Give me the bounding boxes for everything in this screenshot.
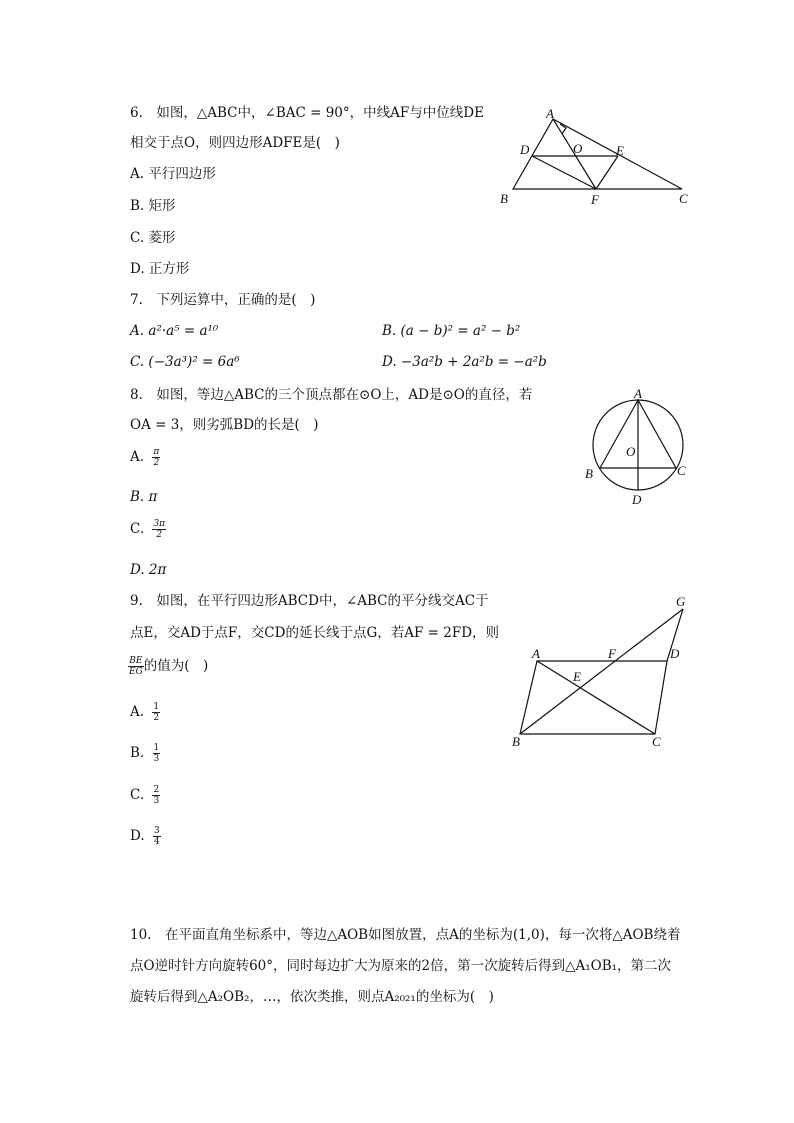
q8-option-c-fraction: $\frac{3\pi}{2}$ xyxy=(153,519,166,540)
q6-label-d: D xyxy=(520,142,530,157)
q8-label-b: B xyxy=(585,466,593,481)
q6-stem-line1: 6. 如图，△ABC中，∠BAC = 90°，中线AF与中位线DE xyxy=(130,105,484,121)
q9-option-d[interactable]: D. $\frac{3}{4}$ xyxy=(130,826,160,847)
q8-option-d[interactable]: D. 2π xyxy=(130,562,167,578)
q7-stem: 7. 下列运算中，正确的是( ) xyxy=(130,292,316,308)
q9-stem-line1: 9. 如图，在平行四边形ABCD中，∠ABC的平分线交AC于 xyxy=(130,593,489,609)
q9-stem-line2: 点E，交AD于点F，交CD的延长线于点G，若AF = 2FD，则 xyxy=(130,625,500,641)
q8-label-a: A xyxy=(634,386,642,401)
q6-option-a[interactable]: A. 平行四边形 xyxy=(130,166,216,182)
q6-label-b: B xyxy=(500,191,508,206)
q6-label-o: O xyxy=(573,141,583,156)
q9-figure xyxy=(505,590,700,750)
q9-label-c: C xyxy=(652,734,661,749)
q8-option-a[interactable]: A. $\frac{\pi}{2}$ xyxy=(130,447,160,468)
q9-option-b[interactable]: B. $\frac{1}{3}$ xyxy=(130,743,160,764)
q6-stem-line2: 相交于点O，则四边形ADFE是( ) xyxy=(130,135,340,151)
q9-label-f: F xyxy=(608,646,616,661)
q8-option-a-fraction: $\frac{\pi}{2}$ xyxy=(153,447,160,468)
q8-stem-line2: OA = 3，则劣弧BD的长是( ) xyxy=(130,417,319,433)
q7-option-b[interactable]: B. (a − b)² = a² − b² xyxy=(382,323,521,339)
q9-ratio-fraction: $\frac{BE}{EG}$ xyxy=(129,656,143,677)
q8-label-c: C xyxy=(677,463,686,478)
q8-stem-line1: 8. 如图，等边△ABC的三个顶点都在⊙O上，AD是⊙O的直径，若 xyxy=(130,387,533,403)
q9-label-a: A xyxy=(532,646,540,661)
q7-option-a[interactable]: A. a²·a⁵ = a¹⁰ xyxy=(130,323,219,339)
q9-option-c[interactable]: C. $\frac{2}{3}$ xyxy=(130,785,160,806)
q8-option-b[interactable]: B. π xyxy=(130,489,158,505)
q6-figure xyxy=(495,103,695,208)
q8-figure xyxy=(580,385,695,510)
q6-option-d[interactable]: D. 正方形 xyxy=(130,261,190,277)
q9-label-g: G xyxy=(676,594,686,609)
q7-option-d[interactable]: D. −3a²b + 2a²b = −a²b xyxy=(382,354,547,370)
q6-label-a: A xyxy=(546,106,554,121)
q9-label-b: B xyxy=(512,734,520,749)
q6-option-c[interactable]: C. 菱形 xyxy=(130,230,176,246)
q9-option-a[interactable]: A. $\frac{1}{2}$ xyxy=(130,702,160,723)
q10-stem-line1: 10. 在平面直角坐标系中，等边△AOB如图放置，点A的坐标为(1,0)，每一次将△AOB绕着 xyxy=(130,927,681,943)
q10-stem-line2: 点O逆时针方向旋转60°，同时每边扩大为原来的2倍，第一次旋转后得到△A₁OB₁，第二次 xyxy=(130,958,672,974)
q8-label-d: D xyxy=(632,492,642,507)
q10-stem-line3: 旋转后得到△A₂OB₂，…，依次类推，则点A₂₀₂₁的坐标为( ) xyxy=(130,989,494,1005)
q9-label-e: E xyxy=(573,669,581,684)
q7-option-c[interactable]: C. (−3a³)² = 6a⁶ xyxy=(130,354,240,370)
q6-option-b[interactable]: B. 矩形 xyxy=(130,198,176,214)
q6-label-c: C xyxy=(679,191,688,206)
q9-stem-line3: $\frac{BE}{EG}$ 的值为( ) xyxy=(129,656,209,677)
q8-label-o: O xyxy=(626,444,636,459)
q6-label-f: F xyxy=(591,192,599,207)
q9-label-d: D xyxy=(670,646,680,661)
q8-option-c[interactable]: C. $\frac{3\pi}{2}$ xyxy=(130,519,166,540)
q6-label-e: E xyxy=(616,143,624,158)
